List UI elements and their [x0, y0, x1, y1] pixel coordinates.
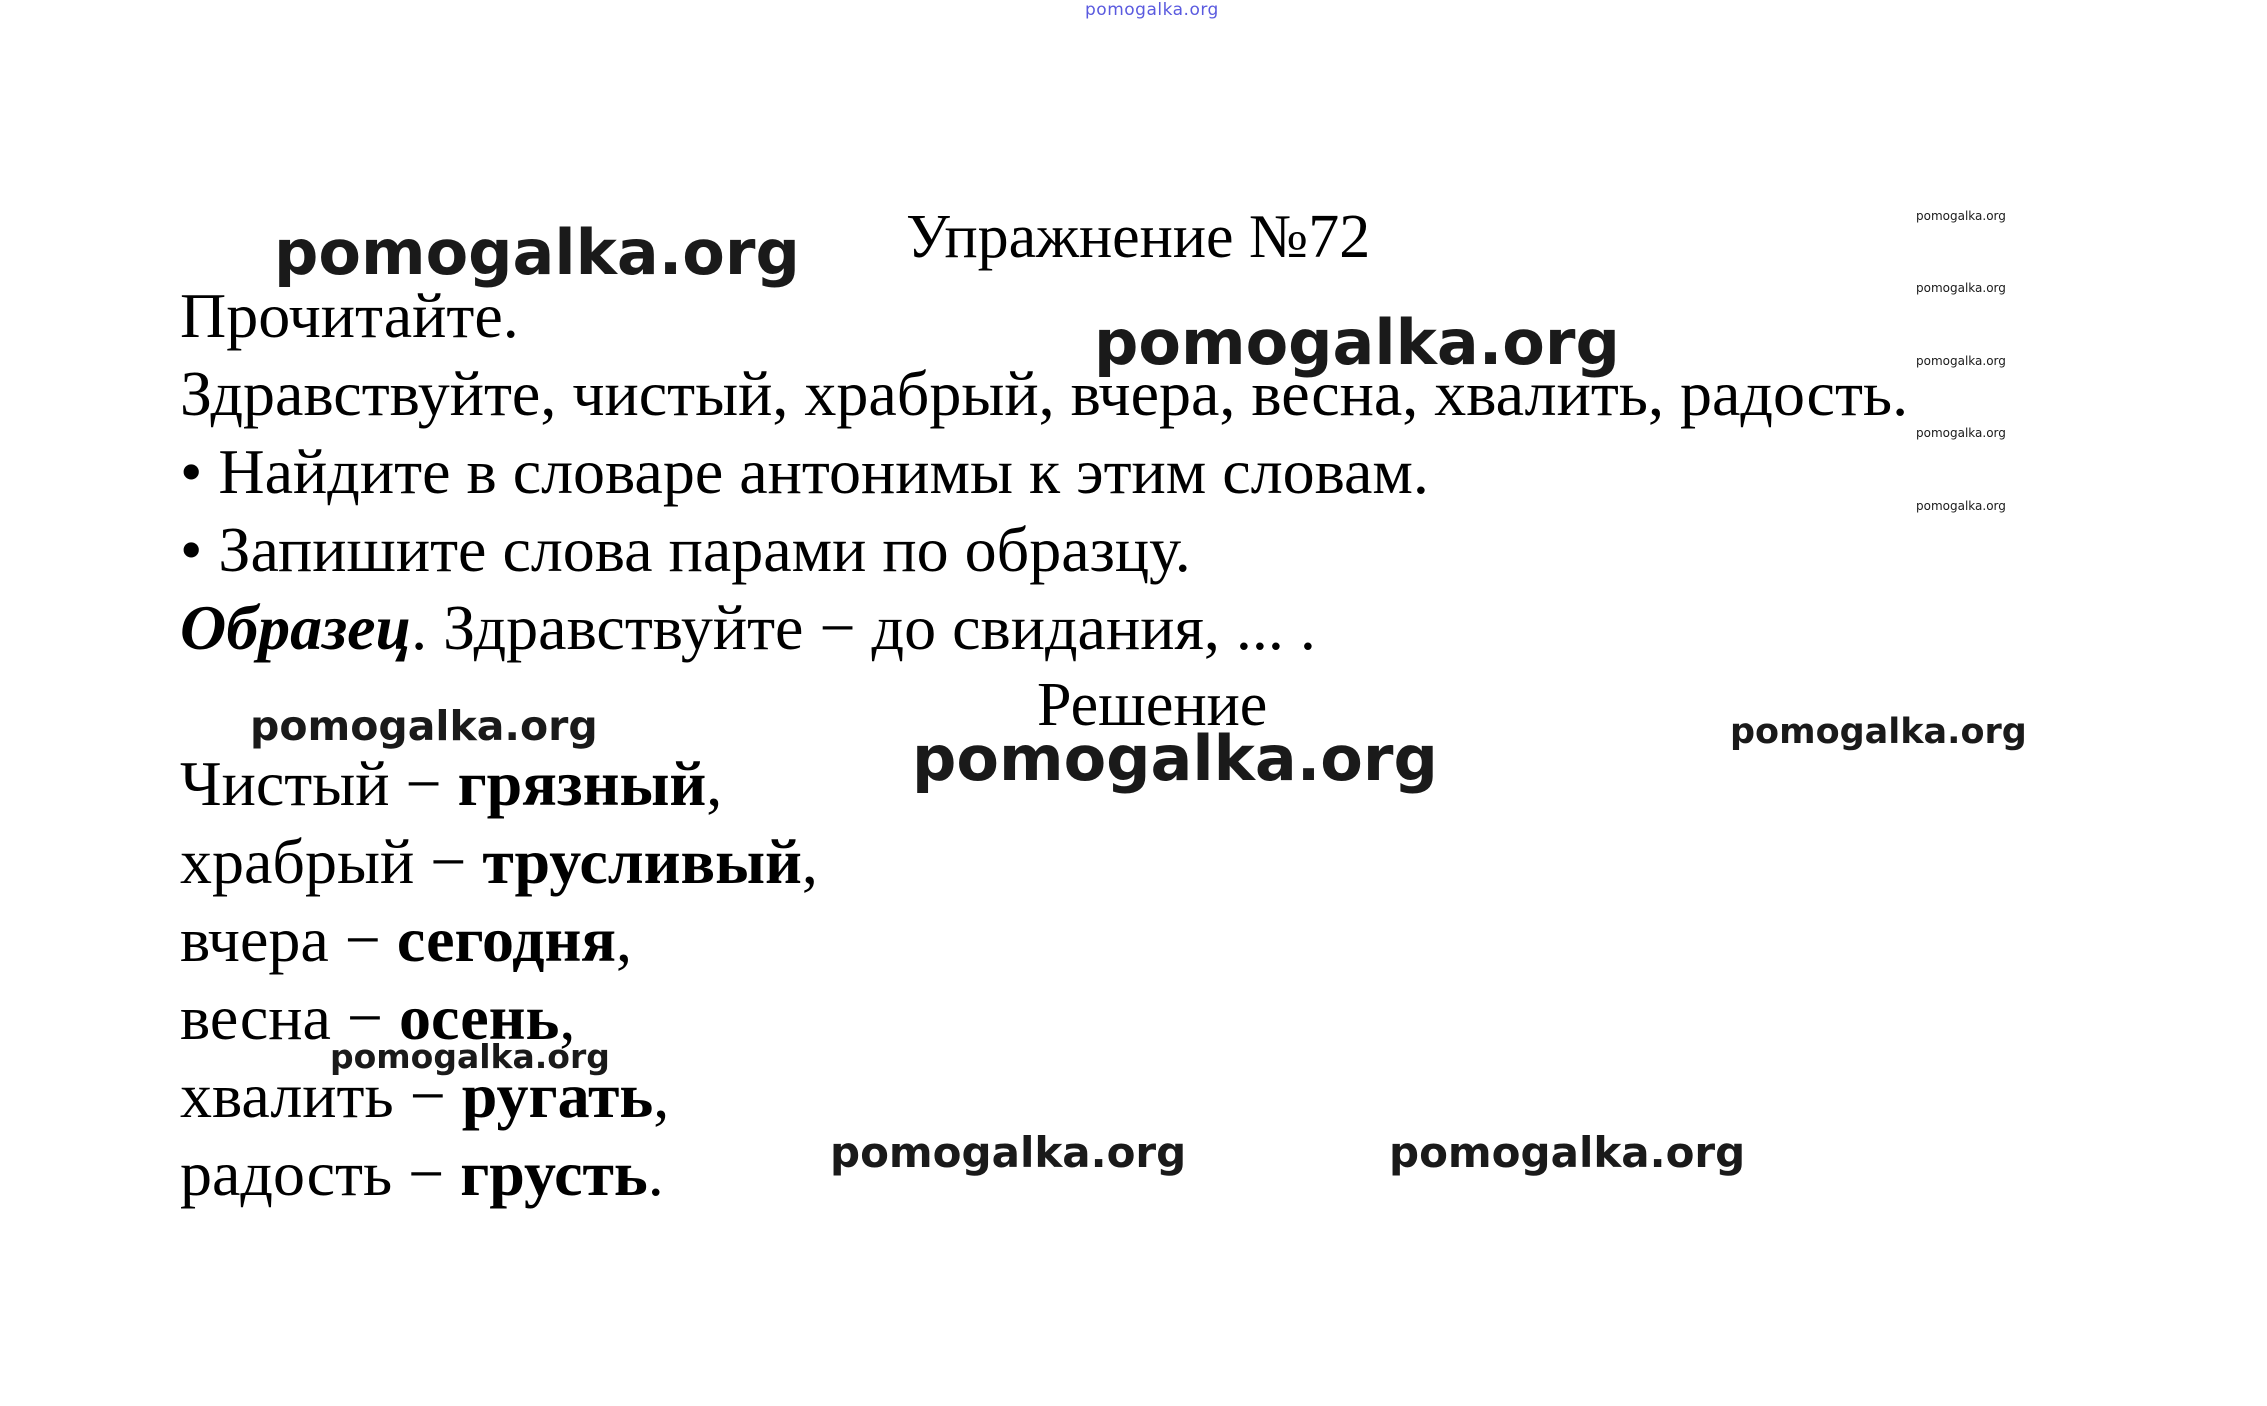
watermark-medium: pomogalka.org [1389, 1128, 1746, 1177]
pair-word: радость − [180, 1138, 461, 1209]
pair-word: вчера − [180, 904, 397, 975]
watermark-medium: pomogalka.org [1730, 712, 2027, 752]
watermark-medium: pomogalka.org [250, 702, 598, 750]
pair-antonym: сегодня [396, 904, 616, 975]
pair-antonym: трусливый [482, 826, 802, 897]
watermark-top: pomogalka.org [1085, 0, 1219, 20]
pair-antonym: грусть [460, 1138, 648, 1209]
answer-pair [180, 1138, 664, 1209]
task-write-pairs: • Запишите слова парами по образцу. [180, 514, 1191, 585]
watermark-large: pomogalka.org [912, 722, 1438, 795]
pair-word: весна − [180, 982, 399, 1053]
answer-pair [180, 904, 632, 975]
solution-heading: Решение [1037, 671, 1268, 739]
pair-antonym: осень [399, 982, 560, 1053]
pair-word: храбрый − [180, 826, 483, 897]
pair-word: хвалить − [180, 1060, 462, 1131]
watermark-tiny: pomogalka.org [1916, 426, 2006, 440]
watermark-medium: pomogalka.org [330, 1037, 610, 1076]
pair-punct: , [706, 748, 723, 819]
sample-label: Образец [180, 592, 412, 663]
pair-antonym: ругать [461, 1060, 654, 1131]
pair-antonym: грязный [457, 748, 707, 819]
watermark-large: pomogalka.org [274, 216, 800, 289]
words-line: Здравствуйте, чистый, храбрый, вчера, весна, хвалить, радость. [180, 358, 1909, 429]
sample-line [180, 592, 1316, 663]
pair-punct: . [647, 1138, 664, 1209]
pair-punct: , [559, 982, 576, 1053]
watermark-tiny: pomogalka.org [1916, 209, 2006, 223]
watermark-medium: pomogalka.org [830, 1128, 1187, 1177]
watermark-tiny: pomogalka.org [1916, 499, 2006, 513]
pair-word: Чистый − [180, 748, 458, 819]
instruction-read: Прочитайте. [180, 280, 519, 351]
task-find-antonyms: • Найдите в словаре антонимы к этим словам. [180, 436, 1429, 507]
pair-punct: , [801, 826, 818, 897]
watermark-large: pomogalka.org [1094, 306, 1620, 379]
answer-pair [180, 748, 723, 819]
watermark-tiny: pomogalka.org [1916, 354, 2006, 368]
pair-punct: , [615, 904, 632, 975]
sample-text: . Здравствуйте − до свидания, ... . [411, 592, 1316, 663]
pair-punct: , [653, 1060, 670, 1131]
answer-pair [180, 826, 818, 897]
watermark-tiny: pomogalka.org [1916, 281, 2006, 295]
exercise-title: Упражнение №72 [906, 203, 1371, 271]
